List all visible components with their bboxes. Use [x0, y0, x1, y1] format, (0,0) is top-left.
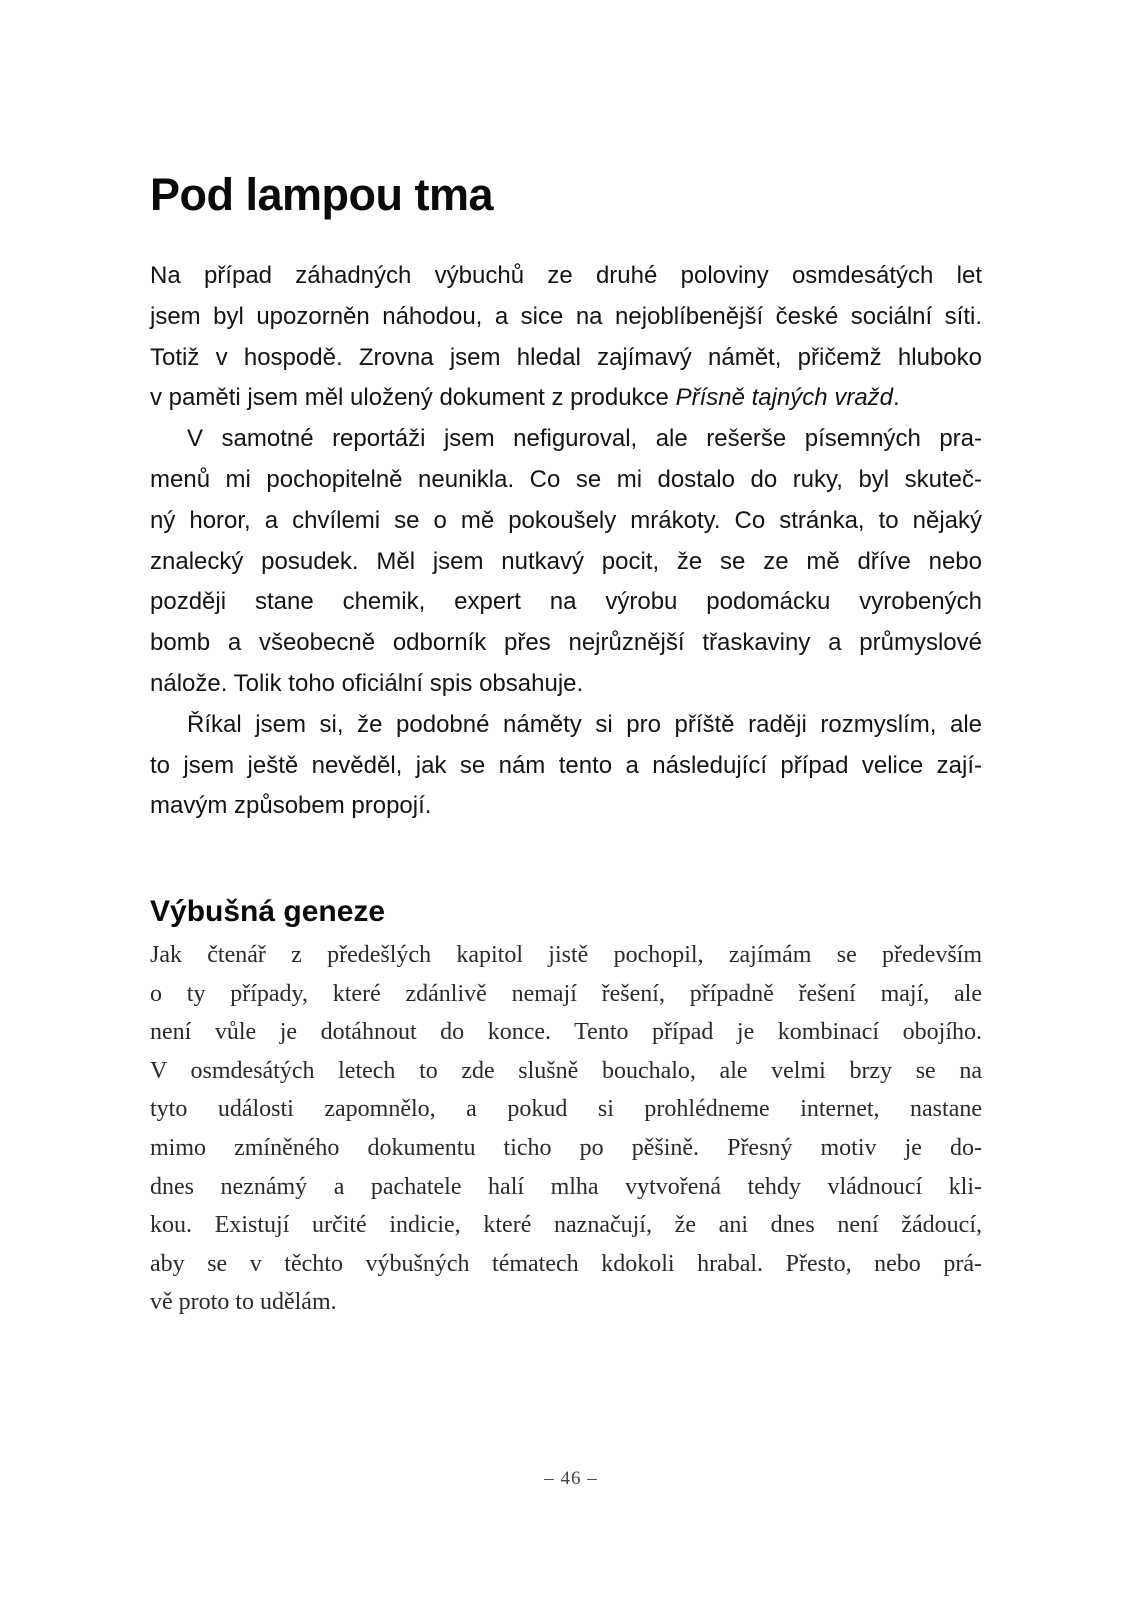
text-line: není vůle je dotáhnout do konce. Tento případ je kombinací obojího. — [150, 1019, 982, 1046]
section-text — [150, 936, 982, 1322]
text-line: Říkal jsem si, že podobné náměty si pro příště raději rozmyslím, ale — [187, 710, 982, 738]
italic-title: Přísně tajných vražd — [675, 384, 894, 412]
chapter-title: Pod lampou tma — [150, 169, 494, 220]
text-line: znalecký posudek. Měl jsem nutkavý pocit, že se ze mě dříve nebo — [150, 547, 982, 575]
text-line: aby se v těchto výbušných tématech kdokoli hrabal. Přesto, nebo prá- — [150, 1250, 982, 1277]
text-line: vě proto to udělám. — [150, 1289, 337, 1316]
text-line: kou. Existují určité indicie, které naznačují, že ani dnes není žádoucí, — [150, 1212, 982, 1239]
page-number: – 46 – — [544, 1468, 598, 1489]
text-line: mimo zmíněného dokumentu ticho po pěšině. Přesný motiv je do- — [150, 1134, 982, 1161]
text-line: Totiž v hospodě. Zrovna jsem hledal zajímavý námět, přičemž hluboko — [150, 343, 982, 371]
text-line: tyto události zapomnělo, a pokud si prohlédneme internet, nastane — [150, 1096, 982, 1123]
section-title: Výbušná geneze — [150, 895, 386, 928]
text-line: o ty případy, které zdánlivě nemají řešení, případně řešení mají, ale — [150, 980, 982, 1007]
text-run: v paměti jsem měl uložený dokument z produkce — [150, 384, 676, 412]
text-line: V osmdesátých letech to zde slušně bouchalo, ale velmi brzy se na — [150, 1057, 982, 1084]
text-line: Jak čtenář z předešlých kapitol jistě pochopil, zajímám se především — [150, 942, 982, 968]
text-run: . — [893, 384, 900, 412]
text-line: to jsem ještě nevěděl, jak se nám tento a následující případ velice zají- — [150, 751, 982, 779]
text-line: Na případ záhadných výbuchů ze druhé poloviny osmdesátých let — [150, 262, 982, 289]
text-line: jsem byl upozorněn náhodou, a sice na nejoblíbenější české sociální síti. — [150, 302, 982, 330]
text-line: bomb a všeobecně odborník přes nejrůznější třaskaviny a průmyslové — [150, 629, 982, 657]
text-line: mavým způsobem propojí. — [150, 792, 432, 820]
intro-text — [150, 256, 982, 827]
text-line: menů mi pochopitelně neunikla. Co se mi dostalo do ruky, byl skuteč- — [150, 465, 982, 493]
text-line: nálože. Tolik toho oficiální spis obsahuje. — [150, 669, 584, 697]
text-line: ný horor, a chvílemi se o mě pokoušely mrákoty. Co stránka, to nějaký — [150, 506, 982, 534]
text-line: dnes neznámý a pachatele halí mlha vytvořená tehdy vládnoucí kli- — [150, 1173, 982, 1200]
text-line: V samotné reportáži jsem nefiguroval, ale rešerše písemných pra- — [187, 425, 982, 453]
text-line — [150, 378, 982, 419]
text-line: později stane chemik, expert na výrobu podomácku vyrobených — [150, 588, 982, 616]
